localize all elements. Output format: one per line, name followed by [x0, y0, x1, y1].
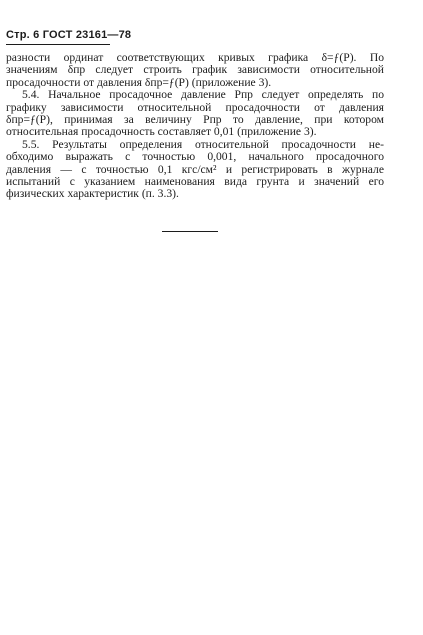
- text-line: δпр=ƒ(P), принимая за величину Pпр то давление, при котором: [6, 113, 384, 127]
- text-line: давления — с точностью 0,1 кгс/см² и регистрировать в журнале: [6, 162, 384, 176]
- paragraph-continuation: [6, 52, 384, 89]
- text-line: графику зависимости относительной просадочности от давления: [6, 100, 384, 114]
- text-line: испытаний с указанием наименования вида грунта и значений его: [6, 175, 384, 189]
- paragraph-5-5: [6, 139, 384, 201]
- text-line: обходимо выражать с точностью 0,001, начального просадочного: [6, 150, 384, 164]
- text-line: 5.4. Начальное просадочное давление Pпр следует определять по: [22, 88, 384, 102]
- body-text: [6, 52, 384, 201]
- text-line: физических характеристик (п. 3.3).: [6, 187, 179, 201]
- closing-rule: [162, 231, 218, 232]
- paragraph-5-4: [6, 89, 384, 139]
- text-line: 5.5. Результаты определения относительной просадочности не-: [22, 137, 384, 151]
- text-line: значениям δпр следует строить график зависимости относительной: [6, 63, 384, 77]
- header-rule: [6, 44, 110, 45]
- text-line: относительная просадочность составляет 0,01 (приложение 3).: [6, 125, 317, 139]
- running-head: Стр. 6 ГОСТ 23161—78: [6, 29, 132, 41]
- text-line: просадочности от давления δпр=ƒ(P) (приложение 3).: [6, 75, 272, 89]
- text-line: разности ординат соответствующих кривых графика δ=ƒ(P). По: [6, 51, 384, 64]
